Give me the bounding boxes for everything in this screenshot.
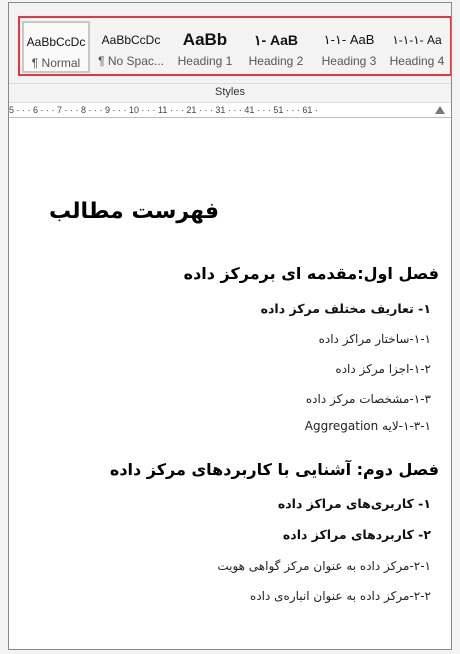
- toc-title: فهرست مطالب: [48, 199, 219, 224]
- style-heading-1[interactable]: [172, 21, 238, 73]
- ruler-scale: 5 · · · 6 · · · 7 · · · 8 · · · 9 · · · 10 · · · 11 · · · 21 · · · 31 · · · 41 · · · 51 · · · 61 ·: [9, 105, 318, 115]
- style-preview: AaBbCcDc: [26, 35, 86, 49]
- style-label: Heading 4: [389, 54, 445, 68]
- chapter-1-section-1: ۱- تعاریف مختلف مرکز داده: [260, 301, 431, 316]
- style-label: Heading 1: [177, 54, 233, 68]
- style-heading-2[interactable]: [242, 21, 310, 73]
- toc-subsection: ۱-۳-۱-لایه Aggregation: [304, 419, 431, 433]
- horizontal-ruler[interactable]: [9, 103, 451, 118]
- document-page[interactable]: [9, 119, 451, 649]
- chapter-1-title: فصل اول:مقدمه ای برمرکز داده: [183, 264, 439, 283]
- style-preview: ۱-۱-۱- Aa: [392, 33, 442, 47]
- style-heading-4[interactable]: [386, 21, 448, 73]
- toc-subsection: ۲-۲-مرکز داده به عنوان انباره‌ی داده: [250, 589, 431, 603]
- indent-marker-icon[interactable]: [435, 106, 445, 114]
- style-heading-3[interactable]: [314, 21, 384, 73]
- style-preview: ۱- AaB: [253, 32, 299, 48]
- styles-gallery: [9, 3, 451, 83]
- style-no-spacing[interactable]: [96, 21, 166, 73]
- toc-subsection: ۱-۱-ساختار مراکز داده: [318, 332, 431, 346]
- style-preview: AaBb: [182, 30, 228, 49]
- document-window: [8, 2, 452, 650]
- styles-gallery-highlight: [18, 16, 452, 76]
- chapter-2-section-2: ۲- کاربردهای مراکز داده: [282, 527, 431, 542]
- style-preview: AaBbCcDc: [101, 33, 161, 47]
- style-normal[interactable]: [22, 21, 90, 73]
- chapter-2-title: فصل دوم: آشنایی با کاربردهای مرکز داده: [109, 460, 439, 479]
- styles-group-label: Styles: [215, 86, 245, 98]
- chapter-2-section-1: ۱- کاربری‌های مراکز داده: [277, 496, 431, 511]
- toc-subsection: ۱-۲-اجزا مرکز داده: [335, 362, 431, 376]
- style-label: Heading 2: [248, 54, 304, 68]
- styles-group-bar: [9, 83, 451, 103]
- style-label: ¶ No Spac...: [98, 54, 164, 68]
- toc-subsection: ۱-۳-مشخصات مرکز داده: [305, 392, 431, 406]
- toc-subsection: ۲-۱-مرکز داده به عنوان مرکز گواهی هویت: [217, 559, 431, 573]
- style-label: Heading 3: [321, 54, 377, 68]
- style-label: ¶ Normal: [31, 56, 81, 70]
- style-preview: ۱-۱- AaB: [323, 32, 375, 47]
